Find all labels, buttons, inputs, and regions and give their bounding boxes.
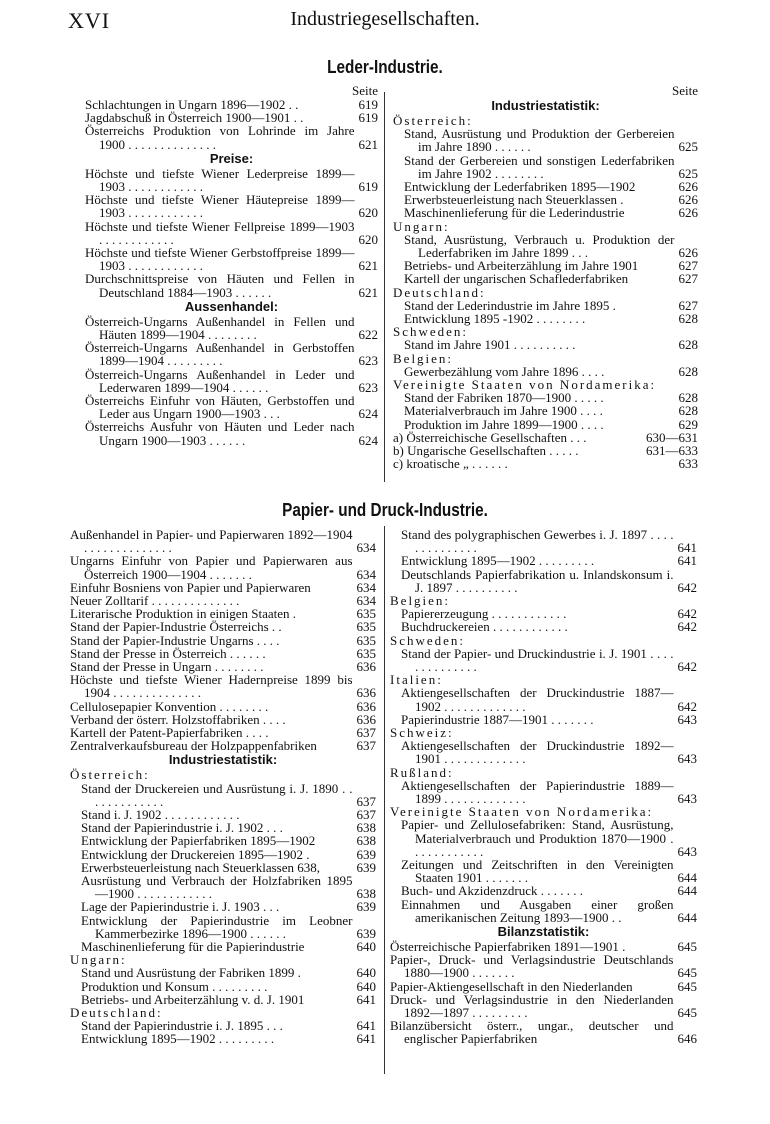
papier-left-column [70, 528, 376, 1046]
papier-right-entries [390, 528, 697, 1046]
page-ref: 635 [356, 606, 376, 622]
page-ref: 622 [358, 327, 378, 343]
entry-title: Österreichische Papierfabriken 1891—1901 . [390, 939, 626, 954]
page-ref: 624 [358, 406, 378, 422]
entry-title: Kartell der ungarischen Schaflederfabriken [404, 271, 629, 287]
entry-title: Österreich-Ungarns Außenhandel in Fellen und Häuten 1899—1904 . . . . . . . . [85, 313, 355, 343]
entry-title: Papiererzeugung . . . . . . . . . . . . [401, 606, 567, 622]
entry-title: Einnahmen und Ausgaben einer großen amerikanischen Zeitung 1893—1900 . . [401, 896, 674, 925]
entry-title: Höchste und tiefste Wiener Gerbstoffpreise 1899—1903 . . . . . . . . . . . . [85, 245, 355, 274]
toc-entry [390, 647, 697, 673]
page-ref: 627 [678, 297, 698, 313]
entry-title: Stand der Papierindustrie i. J. 1895 . . . [81, 1018, 283, 1034]
toc-entry [390, 898, 697, 924]
country-heading: Deutschland: [393, 284, 486, 300]
entry-title: Stand der Papier- und Druckindustrie i. J. 1901 . . . . . . . . . . . . . . [401, 645, 674, 674]
page-ref: 629 [678, 416, 698, 432]
entry-title: Gewerbezählung vom Jahre 1896 . . . . [404, 363, 605, 379]
toc-entry [390, 884, 697, 897]
entry-title: Papierindustrie 1887—1901 . . . . . . . [401, 711, 594, 727]
toc-entry [393, 338, 698, 351]
page-ref: 624 [358, 432, 378, 448]
country-heading: Österreich: [70, 767, 150, 783]
running-title: Industriegesellschaften. [290, 8, 480, 30]
toc-entry [390, 858, 697, 884]
page-ref: 634 [356, 579, 376, 595]
toc-entry [390, 1019, 697, 1045]
entry-title: Literarische Produktion in einigen Staaten . [70, 606, 296, 622]
page-ref: 634 [356, 593, 376, 609]
page-ref: 641 [677, 540, 697, 556]
toc-entry [85, 341, 378, 367]
entry-title: Stand, Ausrüstung und Produktion der Gerbereien im Jahre 1890 . . . . . . [404, 126, 675, 155]
page-ref: 643 [677, 751, 697, 767]
country-heading: Vereinigte Staaten von Nordamerika: [393, 376, 657, 392]
page-ref: 620 [358, 205, 378, 221]
entry-title: Höchste und tiefste Wiener Häutepreise 1899—1903 . . . . . . . . . . . . [85, 192, 355, 221]
toc-entry [70, 782, 376, 808]
leder-right-entries [393, 98, 698, 470]
entry-title: Stand der Gerbereien und sonstigen Lederfabriken im Jahre 1902 . . . . . . . . [404, 152, 675, 181]
country-heading: Ungarn: [70, 952, 127, 968]
toc-entry [393, 457, 698, 470]
entry-title: Entwicklung der Papierindustrie im Leobner Kammerbezirke 1896—1900 . . . . . . [81, 912, 353, 941]
page-ref: 644 [677, 870, 697, 886]
page-ref: 637 [356, 807, 376, 823]
entry-title: Stand der Fabriken 1870—1900 . . . . . [404, 390, 604, 406]
entry-title: Entwicklung 1895—1902 . . . . . . . . . [401, 553, 595, 569]
toc-entry [393, 127, 698, 153]
entry-title: Höchste und tiefste Wiener Fellpreise 1899—1903 . . . . . . . . . . . . [85, 218, 355, 247]
subsection-heading: Industriestatistik: [491, 98, 600, 113]
toc-entry [390, 554, 697, 567]
entry-title: Österreichs Einfuhr von Häuten, Gerbstoffen und Leder aus Ungarn 1900—1903 . . . [85, 393, 355, 422]
page-ref: 636 [356, 659, 376, 675]
page-ref: 636 [356, 698, 376, 714]
page-ref: 642 [677, 606, 697, 622]
page-ref: 645 [677, 939, 697, 954]
page-ref: 639 [356, 899, 376, 915]
country-heading: Belgien: [393, 350, 454, 366]
page-ref: 645 [677, 1005, 697, 1021]
toc-entry [70, 914, 376, 940]
page-ref: 638 [356, 833, 376, 849]
entry-title: Papier-Aktiengesellschaft in den Niederlanden [390, 978, 633, 994]
entry-title: Neuer Zolltarif . . . . . . . . . . . . . . [70, 593, 240, 609]
entry-title: Österreich-Ungarns Außenhandel in Leder und Lederwaren 1899—1904 . . . . . . [85, 366, 355, 395]
toc-entry [85, 220, 378, 246]
toc-entry [390, 953, 697, 979]
entry-title: Entwicklung 1895—1902 . . . . . . . . . [81, 1031, 275, 1047]
subsection-heading: Industriestatistik: [168, 752, 278, 768]
toc-entry [70, 900, 376, 913]
page-ref: 639 [356, 859, 376, 875]
entry-title: Maschinenlieferung für die Lederindustrie [404, 205, 625, 221]
toc-entry [393, 233, 698, 259]
toc-entry [70, 700, 376, 713]
page-ref: 620 [358, 231, 378, 247]
toc-entry [70, 848, 376, 861]
subsection-heading: Preise: [209, 150, 254, 166]
entry-title: Zeitungen und Zeitschriften in den Vereinigten Staaten 1901 . . . . . . . [401, 856, 674, 886]
toc-entry [70, 634, 376, 647]
page-ref: 633 [678, 456, 698, 472]
page-ref: 621 [358, 258, 378, 274]
page-ref: 640 [356, 939, 376, 955]
page-ref: 635 [356, 632, 376, 648]
country-heading: Schweden: [390, 632, 466, 648]
toc-entry [85, 124, 378, 150]
entry-title: Stand der Druckereien und Ausrüstung i. J. 1890 . . . . . . . . . . . . . [81, 780, 353, 809]
toc-entry [390, 779, 697, 805]
page-ref: 634 [356, 540, 376, 556]
toc-entry [390, 568, 697, 594]
entry-title: Entwicklung 1895 -1902 . . . . . . . . [404, 311, 586, 326]
entry-title: Kartell der Patent-Papierfabriken . . . . [70, 725, 269, 741]
entry-title: Stand und Ausrüstung der Fabriken 1899 . [81, 965, 301, 981]
toc-entry [70, 620, 376, 633]
entry-title: Maschinenlieferung für die Papierindustrie [81, 939, 305, 955]
page-ref: 639 [356, 846, 376, 862]
page-ref: 638 [356, 886, 376, 902]
entry-title: Deutschlands Papierfabrikation u. Inlandskonsum i. J. 1897 . . . . . . . . . . [401, 566, 674, 595]
page-ref: 640 [356, 978, 376, 994]
toc-entry [393, 365, 698, 378]
country-heading: Schweden: [393, 324, 469, 340]
page-ref: 619 [358, 179, 378, 195]
toc-entry [85, 315, 378, 341]
page-ref: 637 [356, 738, 376, 754]
toc-entry [393, 431, 698, 444]
entry-title: Produktion und Konsum . . . . . . . . . [81, 978, 268, 994]
toc-entry [70, 874, 376, 900]
page-ref: 642 [677, 659, 697, 674]
entry-title: Produktion im Jahre 1899—1900 . . . . [404, 416, 604, 432]
toc-entry [70, 554, 376, 580]
subsection-heading: Bilanzstatistik: [497, 924, 590, 939]
entry-title: Entwicklung der Lederfabriken 1895—1902 [404, 179, 636, 194]
toc-entry [70, 1032, 376, 1045]
page-ref: 619 [358, 110, 378, 126]
toc-entry [390, 980, 697, 993]
page-ref: 627 [678, 271, 698, 287]
page-ref: 626 [678, 179, 698, 194]
page-ref: 634 [356, 566, 376, 582]
entry-title: Cellulosepapier Konvention . . . . . . . . [70, 698, 269, 714]
entry-title: Stand der Papier-Industrie Ungarns . . . . [70, 632, 280, 648]
entry-title: Verband der österr. Holzstoffabriken . . . . [70, 711, 286, 727]
page-ref: 641 [356, 1031, 376, 1047]
entry-title: Durchschnittspreise von Häuten und Fellen in Deutschland 1884—1903 . . . . . . [85, 271, 355, 300]
toc-entry [85, 368, 378, 394]
toc-entry [85, 272, 378, 298]
entry-title: Entwicklung der Druckereien 1895—1902 . [81, 846, 310, 862]
page-ref: 628 [678, 403, 698, 419]
entry-title: Zentralverkaufsbureau der Holzpappenfabriken [70, 738, 317, 754]
entry-title: Aktiengesellschaften der Druckindustrie 1887—1902 . . . . . . . . . . . . . [401, 685, 674, 714]
entry-title: b) Ungarische Gesellschaften . . . . . [393, 442, 579, 458]
page-ref: 626 [678, 245, 698, 260]
toc-entry [85, 246, 378, 272]
toc-entry [393, 154, 698, 180]
country-heading: Schweiz: [390, 725, 454, 740]
toc-entry [390, 818, 697, 858]
toc-entry [70, 966, 376, 979]
entry-title: a) Österreichische Gesellschaften . . . [393, 429, 587, 445]
toc-entry [390, 686, 697, 712]
entry-title: Stand der Papier-Industrie Österreichs . . [70, 619, 282, 635]
section-title-leder: Leder-Industrie. [327, 57, 443, 77]
entry-title: Stand der Presse in Ungarn . . . . . . . . [70, 659, 264, 675]
entry-title: c) kroatische „ . . . . . . [393, 456, 508, 472]
page-ref: 645 [677, 978, 697, 994]
page-ref: 628 [678, 337, 698, 353]
page-ref: 642 [677, 698, 697, 714]
toc-entry [85, 394, 378, 420]
column-divider [384, 526, 385, 1074]
entry-title: Stand der Presse in Österreich . . . . . . [70, 645, 266, 661]
page-ref: 641 [356, 1018, 376, 1034]
page-ref: 623 [358, 379, 378, 395]
page-number: XVI [68, 8, 111, 33]
page-ref: 619 [358, 97, 378, 112]
papier-left-entries [70, 528, 376, 1046]
page-ref: 643 [677, 711, 697, 727]
page-ref: 638 [356, 820, 376, 836]
toc-entry [393, 272, 698, 285]
page-ref: 646 [677, 1031, 697, 1047]
entry-title: Österreichs Ausfuhr von Häuten und Leder nach Ungarn 1900—1903 . . . . . . [85, 419, 355, 448]
page-ref: 637 [356, 793, 376, 809]
toc-entry [85, 420, 378, 446]
page-ref: 623 [358, 353, 378, 369]
toc-entry [390, 739, 697, 765]
papier-right-column [390, 528, 697, 1046]
entry-title: Stand des polygraphischen Gewerbes i. J. 1897 . . . . . . . . . . . . . . [401, 527, 674, 556]
page-ref: 644 [677, 883, 697, 899]
entry-title: Betriebs- und Arbeiterzählung v. d. J. 1901 [81, 991, 305, 1007]
page-ref: 635 [356, 645, 376, 661]
page-ref: 642 [677, 619, 697, 635]
toc-entry [70, 980, 376, 993]
entry-title: Höchste und tiefste Wiener Hadernpreise 1899 bis 1904 . . . . . . . . . . . . . . [70, 672, 353, 701]
entry-title: Ausrüstung und Verbrauch der Holzfabriken 1895—1900 . . . . . . . . . . . . [81, 873, 353, 902]
entry-title: Außenhandel in Papier- und Papierwaren 1892—1904 . . . . . . . . . . . . . . [70, 527, 353, 556]
page-ref: 641 [677, 553, 697, 569]
page-ref: 625 [678, 165, 698, 181]
entry-title: Österreich-Ungarns Außenhandel in Gerbstoffen 1899—1904 . . . . . . . . . [85, 340, 355, 369]
page-ref: 641 [356, 991, 376, 1007]
page-ref: 628 [678, 363, 698, 379]
country-heading: Vereinigte Staaten von Nordamerika: [390, 804, 654, 820]
toc-entry [393, 404, 698, 417]
section-title-papier: Papier- und Druck-Industrie. [282, 500, 488, 520]
toc-entry [393, 206, 698, 219]
entry-title: Buch- und Akzidenzdruck . . . . . . . [401, 883, 583, 899]
toc-entry [70, 739, 376, 752]
page-ref: 626 [678, 192, 698, 208]
toc-entry [70, 834, 376, 847]
entry-title: Österreichs Produktion von Lohrinde im Jahre 1900 . . . . . . . . . . . . . . [85, 123, 355, 152]
toc-entry [390, 528, 697, 554]
page-ref: 643 [677, 790, 697, 806]
entry-title: Papier- und Zellulosefabriken: Stand, Ausrüstung, Materialverbrauch und Produktion 1870—1900 . . . . . . . . . . . . [401, 817, 674, 859]
entry-title: Höchste und tiefste Wiener Lederpreise 1899—1903 . . . . . . . . . . . . [85, 165, 355, 195]
seite-label: Seite [352, 83, 378, 98]
running-header [68, 8, 702, 38]
subsection-heading: Aussenhandel: [184, 298, 279, 314]
entry-title: Druck- und Verlagsindustrie in den Niederlanden 1892—1897 . . . . . . . . . [390, 991, 674, 1021]
leder-right-column [393, 84, 698, 470]
toc-entry [70, 528, 376, 554]
page-ref: 631—633 [646, 442, 698, 458]
toc-entry [390, 993, 697, 1019]
entry-title: Buchdruckereien . . . . . . . . . . . . [401, 619, 568, 635]
entry-title: Aktiengesellschaften der Papierindustrie 1889—1899 . . . . . . . . . . . . . [401, 777, 674, 806]
country-heading: Belgien: [390, 593, 451, 609]
page-ref: 635 [356, 619, 376, 635]
country-heading: Österreich: [393, 113, 473, 128]
toc-entry [85, 193, 378, 219]
country-heading: Rußland: [390, 764, 454, 780]
page-ref: 639 [356, 925, 376, 941]
entry-title: Schlachtungen in Ungarn 1896—1902 . . [85, 97, 299, 112]
entry-title: Betriebs- und Arbeiterzählung im Jahre 1901 [404, 258, 639, 274]
entry-title: Erwerbsteuerleistung nach Steuerklassen 638, [81, 859, 320, 875]
entry-title: Materialverbrauch im Jahre 1900 . . . . [404, 403, 603, 419]
page-ref: 644 [677, 909, 697, 925]
page-ref: 640 [356, 965, 376, 981]
page-ref: 636 [356, 711, 376, 727]
entry-title: Stand, Ausrüstung, Verbrauch u. Produktion der Lederfabriken im Jahre 1899 . . . [404, 231, 675, 260]
page-ref: 642 [677, 579, 697, 595]
page-ref: 636 [356, 685, 376, 701]
entry-title: Erwerbsteuerleistung nach Steuerklassen . [404, 192, 624, 208]
entry-title: Entwicklung der Papierfabriken 1895—1902 [81, 833, 316, 849]
page-ref: 645 [677, 965, 697, 981]
country-heading: Ungarn: [393, 218, 450, 234]
page-ref: 637 [356, 725, 376, 741]
leder-left-entries [85, 98, 378, 447]
entry-title: Stand der Lederindustrie im Jahre 1895 . [404, 297, 616, 313]
page-ref: 628 [678, 311, 698, 326]
page-ref: 627 [678, 258, 698, 274]
page-ref: 643 [677, 843, 697, 859]
page-ref: 626 [678, 205, 698, 221]
entry-title: Papier-, Druck- und Verlagsindustrie Deutschlands 1880—1900 . . . . . . . [390, 952, 674, 981]
entry-title: Stand im Jahre 1901 . . . . . . . . . . [404, 337, 576, 353]
page-ref: 630—631 [646, 429, 698, 445]
toc-entry [390, 620, 697, 633]
entry-title: Stand i. J. 1902 . . . . . . . . . . . . [81, 807, 240, 823]
column-divider [384, 92, 385, 482]
toc-entry [70, 673, 376, 699]
toc-entry [85, 167, 378, 193]
entry-title: Einfuhr Bosniens von Papier und Papierwaren [70, 579, 311, 595]
seite-label: Seite [672, 83, 698, 98]
entry-title: Stand der Papierindustrie i. J. 1902 . . . [81, 820, 283, 836]
toc-entry [393, 418, 698, 431]
entry-title: Bilanzübersicht österr., ungar., deutscher und englischer Papierfabriken [390, 1018, 674, 1047]
page-ref: 628 [678, 390, 698, 406]
page-ref: 625 [678, 139, 698, 155]
country-heading: Italien: [390, 672, 443, 688]
page-ref: 621 [358, 136, 378, 152]
leder-left-column [85, 84, 378, 447]
country-heading: Deutschland: [70, 1005, 163, 1021]
page-ref: 621 [358, 284, 378, 300]
entry-title: Lage der Papierindustrie i. J. 1903 . . . [81, 899, 280, 915]
entry-title: Ungarns Einfuhr von Papier und Papierwaren aus Österreich 1900—1904 . . . . . . . [70, 553, 353, 582]
entry-title: Jagdabschuß in Österreich 1900—1901 . . [85, 110, 304, 126]
entry-title: Aktiengesellschaften der Druckindustrie 1892—1901 . . . . . . . . . . . . . [401, 738, 674, 767]
